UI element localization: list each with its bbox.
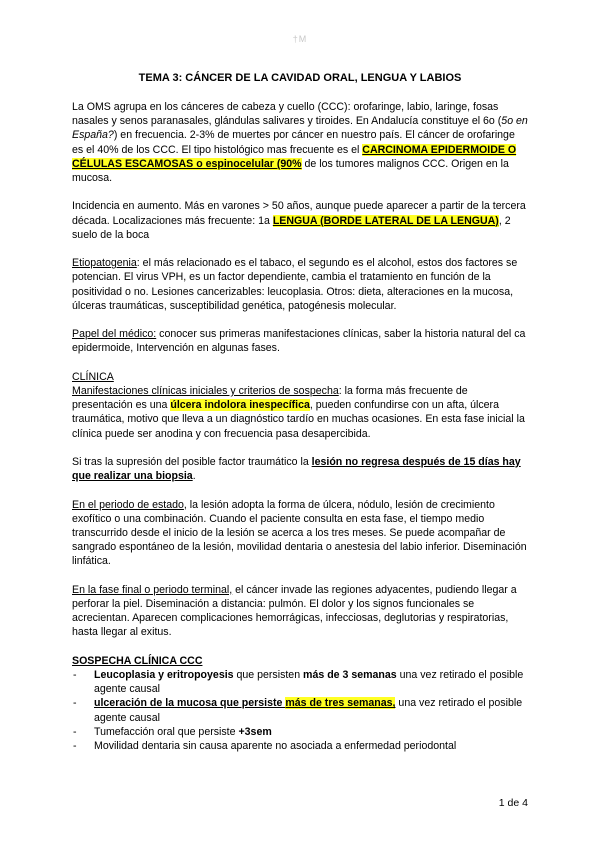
sospecha-list — [72, 668, 528, 753]
paragraph-biopsia — [72, 455, 528, 483]
text-run: Movilidad dentaria sin causa aparente no asociada a enfermedad periodontal — [94, 740, 457, 753]
text-run: ) en frecuencia. 2-3% de muertes por cáncer en nuestro país. El cáncer de orofaringe es el 40% de los CCC. El tipo histológico mas frecuente es el — [72, 129, 515, 156]
text-run: que persisten — [233, 669, 304, 681]
label-etiopatogenia: Etiopatogenia — [72, 257, 137, 270]
document-body — [72, 100, 528, 753]
paragraph-etiopatogenia — [72, 256, 528, 313]
text-run: , la lesión adopta la forma de úlcera, nódulo, lesión de crecimiento exofítico o una combinación. Cuando el paciente consulta en esta fase, el tiempo medio transcurrido desde el inicio de la lesión se acerca a los tres meses. Se puede acompañar de sangrado espontáneo de la lesión, movilidad dentaria o anestesia del labio inferior. Diseminación linfática. — [72, 498, 527, 568]
text-run: : la forma más frecuente de presentación es una — [72, 385, 468, 412]
label-fase-final: En la fase final o periodo terminal, — [72, 583, 233, 596]
highlight-carcinoma: CARCINOMA EPIDERMOIDE O CÉLULAS ESCAMOSAS o espinocelular (90% — [72, 143, 517, 170]
highlight-ulcera: úlcera indolora inespecífica — [170, 399, 310, 412]
document-title: TEMA 3: CÁNCER DE LA CAVIDAD ORAL, LENGUA Y LABIOS — [138, 72, 462, 84]
text-run: Tumefacción oral que persiste — [94, 725, 239, 738]
text-run: La OMS agrupa en los cánceres de cabeza y cuello (CCC): orofaringe, labio, laringe, fosas nasales y senos paranasales, glándulas salivares y tiroides. En Andalucía constituye el 6o ( — [72, 101, 502, 128]
text-run: más de 3 semanas — [303, 669, 397, 681]
list-item — [72, 739, 528, 753]
paragraph-periodo-estado — [72, 498, 528, 569]
text-run: conocer sus primeras manifestaciones clínicas, saber la historia natural del ca epidermoide, Intervención en algunas fases. — [72, 328, 526, 355]
list-item — [72, 668, 528, 696]
list-item — [72, 725, 528, 739]
heading-clinica: CLÍNICA — [72, 370, 114, 383]
paragraph-intro — [72, 100, 528, 185]
highlight-tres-semanas: más de tres semanas, — [285, 697, 396, 710]
page-number: 1 de 4 — [498, 797, 528, 809]
emphasis-biopsia: lesión no regresa después de 15 días hay que realizar una biopsia — [72, 456, 521, 483]
text-run: , pueden confundirse con un afta, úlcera traumática, motivo que lleva a un diagnóstico tardío en muchas ocasiones. En esta fase inicial la clínica puede ser anodina y con frecuencia pasa desapercibida. — [72, 399, 525, 440]
text-run: Incidencia en aumento. Más en varones > 50 años, aunque puede aparecer a partir de la tercera década. Localizaciones más frecuente: 1a — [72, 200, 526, 227]
text-run: Si tras la supresión del posible factor traumático la — [72, 456, 312, 468]
text-run: ulceración de la mucosa que persiste — [94, 697, 286, 710]
page-header: †M — [292, 34, 308, 44]
text-run: : el más relacionado es el tabaco, el segundo es el alcohol, estos dos factores se potencian. El virus VPH, es un factor dependiente, cambia el tratamiento en función de la positividad o no. Lesiones cancerizables: leucoplasia. Otros: dieta, alteraciones en la mucosa, úlceras traumáticas, susceptibilidad genética, patogénesis molecular. — [72, 257, 518, 312]
text-run: de los tumores malignos CCC. Origen en la mucosa. — [72, 157, 509, 185]
paragraph-clinica — [72, 384, 528, 441]
text-run: una vez retirado el posible agente causal — [94, 697, 523, 724]
label-manifestaciones: Manifestaciones clínicas iniciales y criterios de sospecha — [72, 385, 339, 397]
list-item — [72, 696, 528, 724]
text-run: una vez retirado el posible agente causal — [94, 669, 524, 696]
text-run: el cáncer invade las regiones adyacentes, pudiendo llegar a perforar la piel. Diseminación a distancia: pulmón. El dolor y los signos funcionales se acrecientan. Aparecen complicaciones hemorrágicas, infecciosas, deglutorias y respiratorias, hasta llegar al exitus. — [72, 583, 517, 639]
text-run: . — [192, 470, 196, 483]
label-papel-medico: Papel del médico: — [72, 328, 157, 341]
heading-sospecha: SOSPECHA CLÍNICA CCC — [72, 654, 203, 667]
highlight-lengua: LENGUA (BORDE LATERAL DE LA LENGUA) — [272, 214, 499, 227]
italic-note: 5o en España? — [72, 115, 528, 142]
text-run: , 2 suelo de la boca — [72, 214, 511, 241]
text-run: Leucoplasia y eritropoyesis — [94, 669, 234, 681]
paragraph-incidence — [72, 199, 528, 242]
paragraph-papel-medico — [72, 327, 528, 355]
label-periodo-estado: En el periodo de estado — [72, 498, 184, 511]
text-run: +3sem — [238, 725, 272, 738]
paragraph-fase-final — [72, 583, 528, 640]
